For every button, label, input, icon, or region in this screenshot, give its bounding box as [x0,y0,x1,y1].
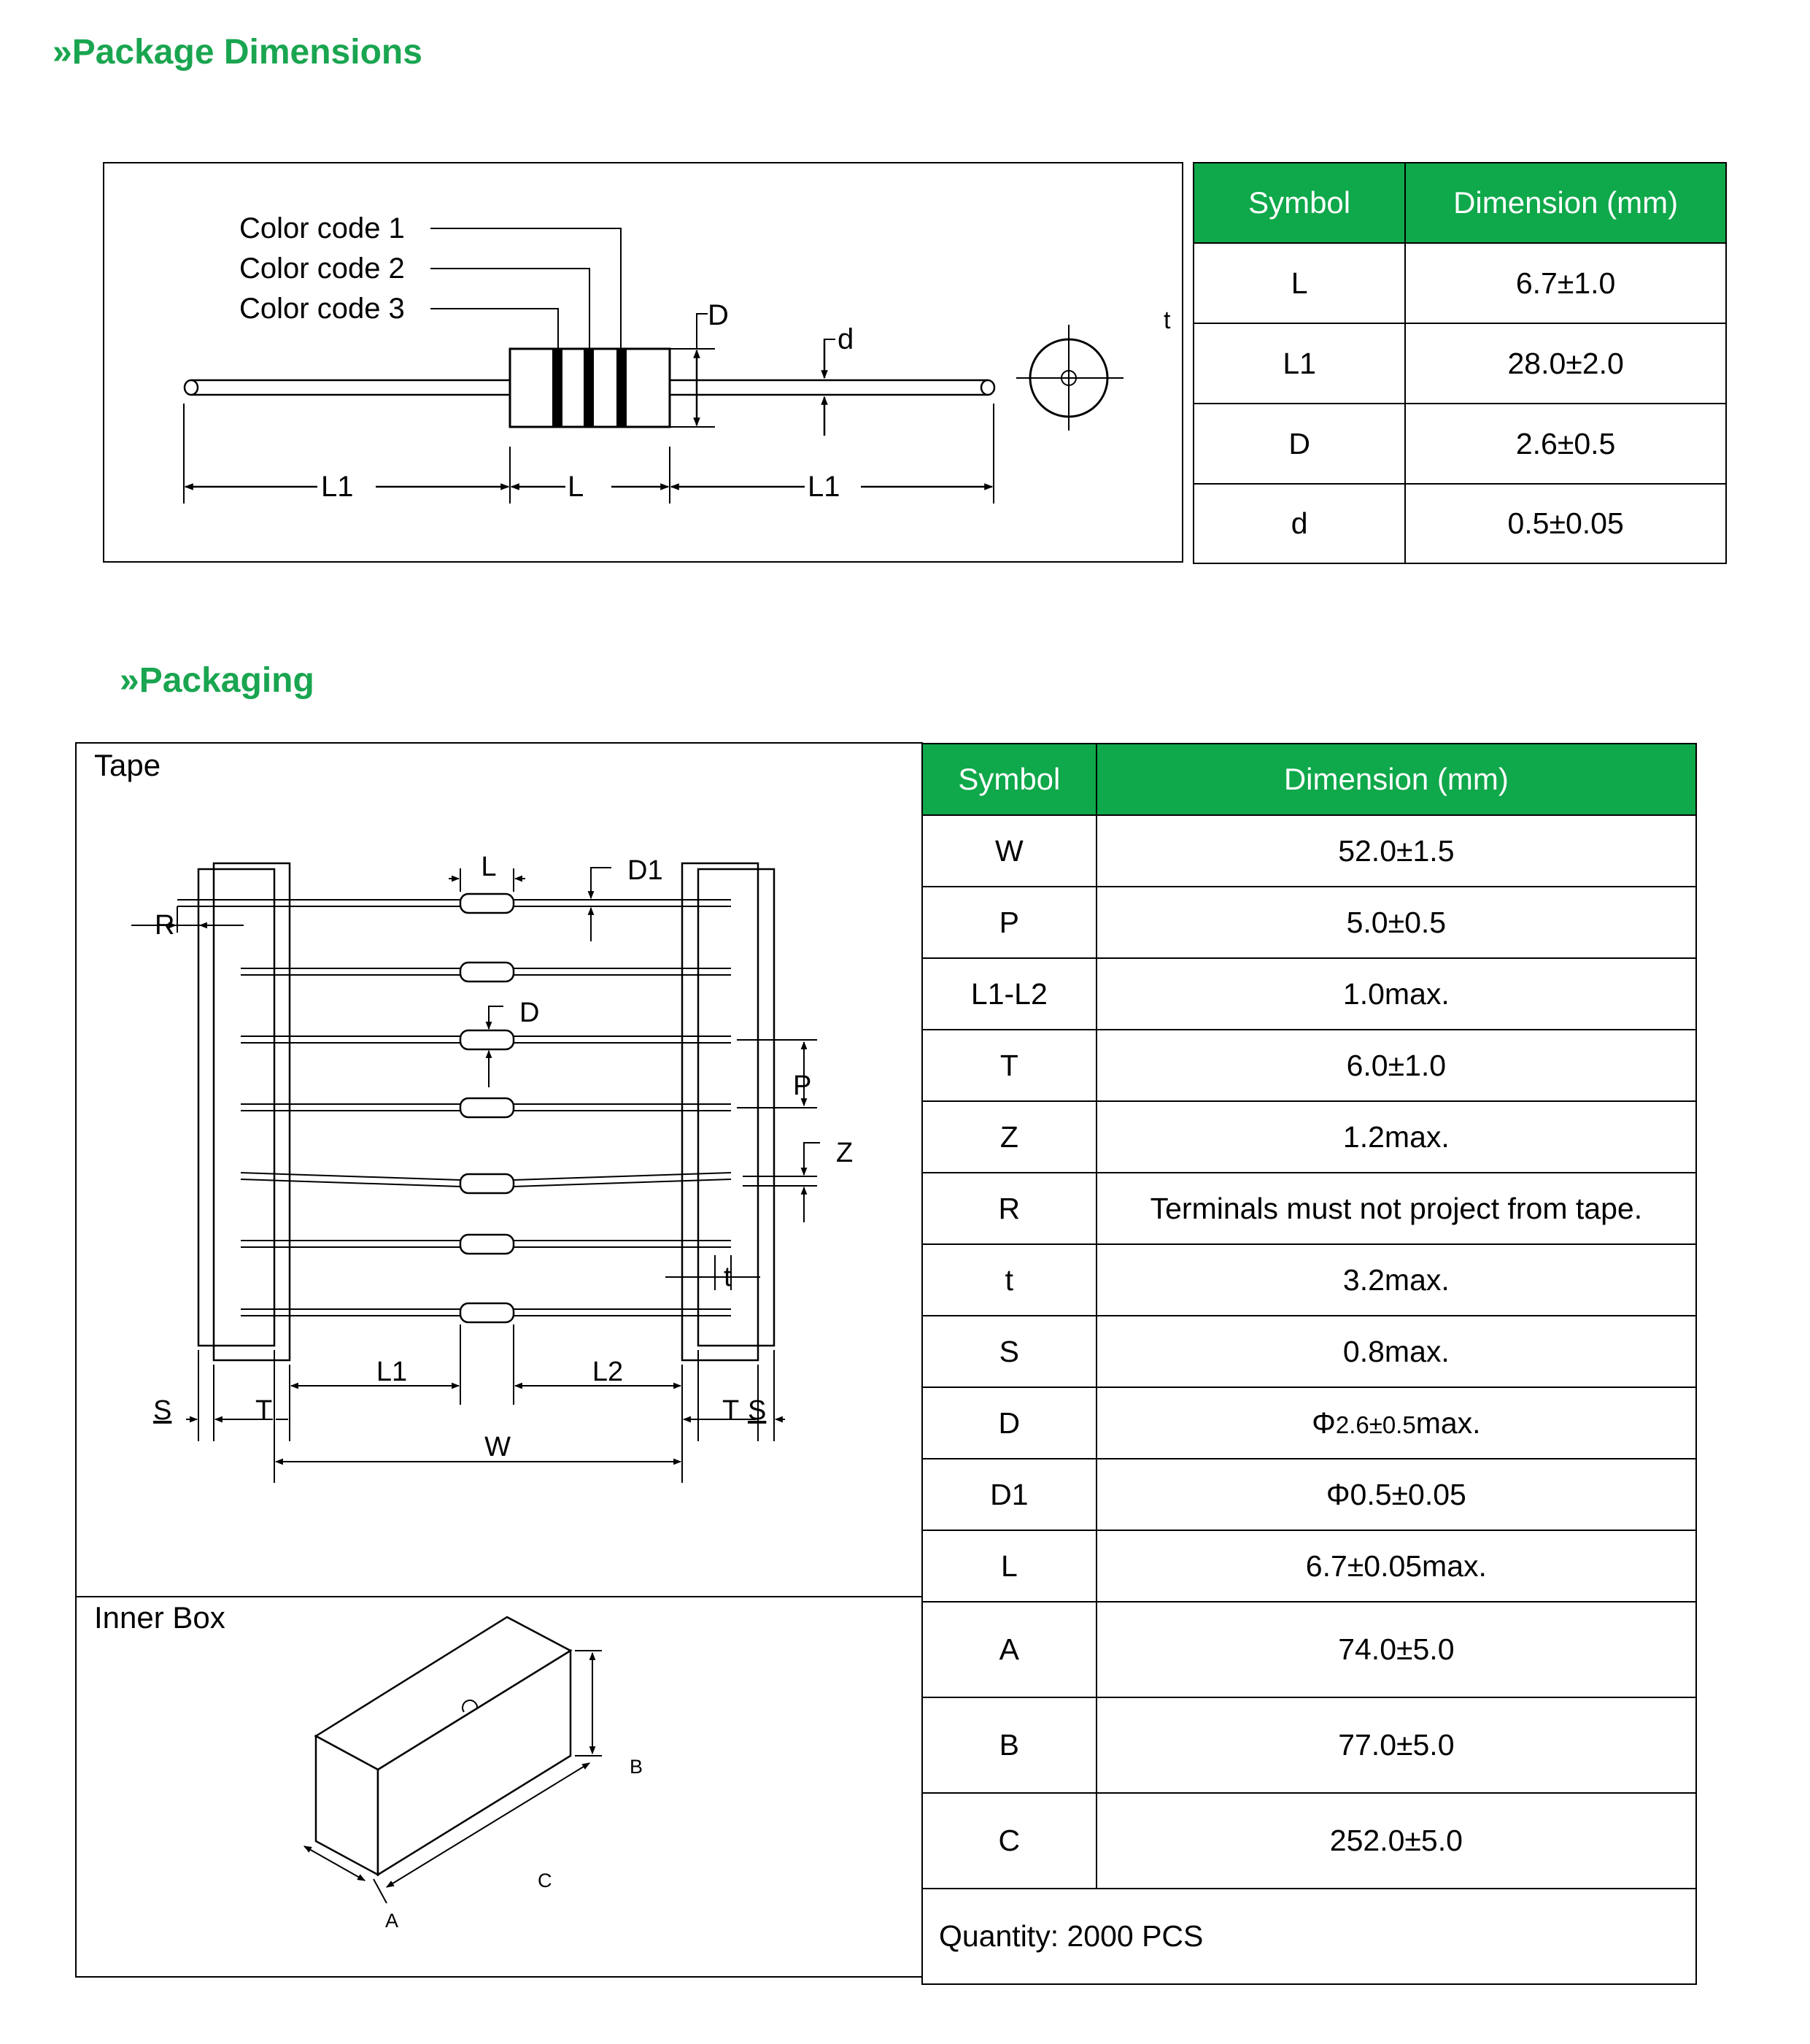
dimension-cell: Terminals must not project from tape. [1097,1173,1696,1244]
table-row [922,1030,1696,1101]
dimension-cell: Φ0.5±0.05 [1097,1459,1696,1530]
dimension-cell: 6.0±1.0 [1097,1030,1696,1101]
table-row [922,1173,1696,1244]
packaging-table [921,743,1697,1985]
label-S-left: S [153,1395,172,1426]
section-title-text: Package Dimensions [71,33,422,72]
phi-symbol: Φ [1312,1405,1336,1440]
table-row [922,1244,1696,1316]
label-D1: D1 [627,855,663,886]
table-row [922,1889,1696,1984]
d-value: 2.6±0.5 [1335,1411,1416,1438]
column-header-symbol: Symbol [1194,163,1405,243]
label-tape-L1: L1 [376,1357,408,1387]
inner-box-drawing [304,1617,602,1903]
label-d: d [838,323,854,355]
label-D: D [708,299,729,331]
label-T-left: T [255,1395,273,1426]
label-R: R [155,910,175,941]
label-t: t [1164,306,1171,334]
quantity-cell: Quantity: 2000 PCS [922,1889,1696,1984]
table-row [922,1602,1696,1697]
dimension-cell: 6.7±1.0 [1405,243,1726,323]
tape-label: Tape [94,748,161,782]
dimension-cell: 252.0±5.0 [1097,1793,1696,1889]
symbol-cell: L1 [1194,323,1405,404]
table-row [922,1101,1696,1173]
label-P: P [793,1071,812,1101]
label-Z: Z [836,1138,854,1168]
taped-components [177,894,731,1322]
table-row [922,1387,1696,1459]
label-L1-right: L1 [808,471,840,503]
dimension-cell: 2.6±0.5 [1405,404,1726,484]
dimension-cell: 28.0±2.0 [1405,323,1726,404]
label-tape-L: L [481,852,497,882]
dimension-cell: 77.0±5.0 [1097,1697,1696,1793]
label-L: L [568,471,584,503]
dimension-cell: 0.8max. [1097,1316,1696,1387]
dimension-cell: 3.2max. [1097,1244,1696,1316]
symbol-cell: D1 [922,1459,1097,1530]
label-T-right: T [722,1395,740,1426]
symbol-cell: L1-L2 [922,958,1097,1030]
symbol-cell: D [1194,404,1405,484]
dimension-cell: 6.7±0.05max. [1097,1530,1696,1602]
dimension-cell: 1.0max. [1097,958,1696,1030]
table-row [922,1530,1696,1602]
label-box-C: C [538,1870,552,1891]
table-row [922,1316,1696,1387]
symbol-cell: S [922,1316,1097,1387]
symbol-cell: D [922,1387,1097,1459]
inner-box-label: Inner Box [94,1600,225,1635]
symbol-cell: W [922,815,1097,887]
tape-strip-left-inner [214,863,290,1360]
column-header-symbol: Symbol [922,744,1097,815]
symbol-cell: L [922,1530,1097,1602]
label-box-A: A [385,1910,399,1932]
label-tape-D: D [519,998,540,1028]
symbol-cell: C [922,1793,1097,1889]
table-row [922,958,1696,1030]
column-header-dimension: Dimension (mm) [1405,163,1726,243]
symbol-cell: B [922,1697,1097,1793]
symbol-cell: R [922,1173,1097,1244]
label-box-B: B [630,1756,643,1778]
label-tape-t: t [724,1262,732,1292]
table-row [922,815,1696,887]
color-code-2-label: Color code 2 [239,252,405,285]
section-title-text: Packaging [139,661,314,700]
dimension-cell [1097,1387,1696,1459]
color-code-3-label: Color code 3 [239,293,405,325]
dimension-cell: 0.5±0.05 [1405,484,1726,563]
label-L2: L2 [592,1357,624,1387]
symbol-cell: t [922,1244,1097,1316]
symbol-cell: T [922,1030,1097,1101]
symbol-cell: L [1194,243,1405,323]
color-code-1-label: Color code 1 [239,212,405,244]
symbol-cell: d [1194,484,1405,563]
table-row [922,1793,1696,1889]
d-suffix: max. [1415,1405,1481,1440]
label-W: W [484,1432,511,1462]
tape-strip-right-outer [682,863,758,1360]
symbol-cell: P [922,887,1097,958]
table-row [922,1697,1696,1793]
label-L1-left: L1 [321,471,354,503]
dimension-cell: 74.0±5.0 [1097,1602,1696,1697]
table-row [922,887,1696,958]
table-row [922,1459,1696,1530]
double-chevron-icon: » [120,661,139,700]
dimension-cell: 5.0±0.5 [1097,887,1696,958]
symbol-cell: Z [922,1101,1097,1173]
tape-strip-left-outer [198,869,274,1346]
symbol-cell: A [922,1602,1097,1697]
dimension-cell: 1.2max. [1097,1101,1696,1173]
double-chevron-icon: » [53,33,72,72]
column-header-dimension: Dimension (mm) [1097,744,1696,815]
dimension-cell: 52.0±1.5 [1097,815,1696,887]
label-S-right: S [748,1395,767,1426]
